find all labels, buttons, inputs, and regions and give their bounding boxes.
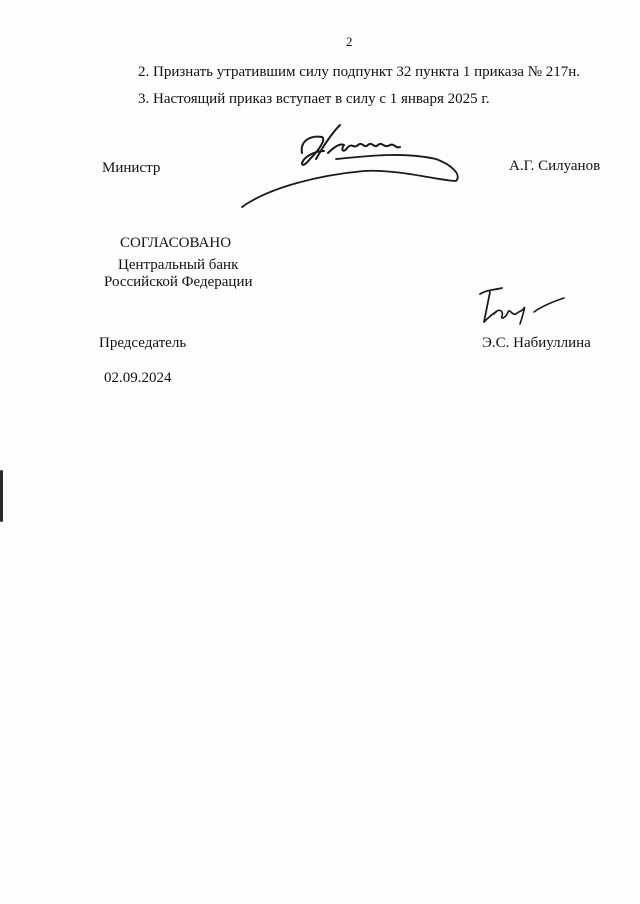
minister-name: А.Г. Силуанов — [509, 158, 601, 174]
approval-date: 02.09.2024 — [104, 370, 172, 386]
approval-organization-line-2: Российской Федерации — [104, 274, 253, 290]
approval-heading: СОГЛАСОВАНО — [120, 235, 232, 251]
page-number: 2 — [346, 34, 353, 49]
chair-signature — [472, 278, 572, 328]
chair-name: Э.С. Набиуллина — [482, 335, 591, 351]
clause-2: 2. Признать утратившим силу подпункт 32 пункта 1 приказа № 217н. — [138, 64, 581, 80]
minister-signature — [240, 115, 465, 215]
clause-3: 3. Настоящий приказ вступает в силу с 1 января 2025 г. — [138, 91, 490, 107]
approval-organization-line-1: Центральный банк — [118, 257, 239, 273]
minister-title: Министр — [102, 160, 161, 176]
chair-title: Председатель — [99, 335, 187, 351]
scan-edge-mark — [0, 470, 3, 522]
